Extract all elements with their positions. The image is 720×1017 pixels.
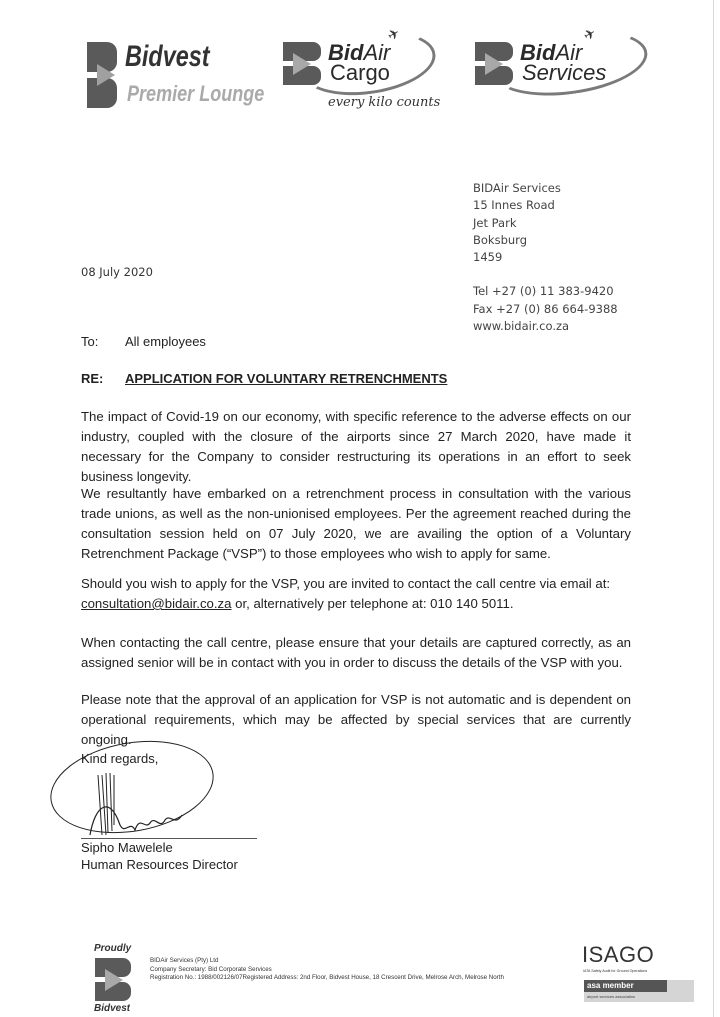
closing: Kind regards, xyxy=(81,751,159,766)
sender-address xyxy=(473,180,618,335)
paragraph-3: Should you wish to apply for the VSP, you are invited to contact the call centre via email at: consultation@bidair.co.za or, alternatively per telephone at: 010 140 5011. xyxy=(81,576,611,611)
logo-text-cargo: Cargo xyxy=(330,60,390,85)
address-line: BIDAir Services xyxy=(473,181,561,195)
airplane-icon: ✈ xyxy=(580,24,599,44)
paragraph-5: Please note that the approval of an application for VSP is not automatic and is dependent on operational requirements, which may be affected by special services that are currently ongoing. xyxy=(81,692,631,747)
footer-secretary: Company Secretary: Bid Corporate Services xyxy=(150,965,272,973)
address-line: 15 Innes Road xyxy=(473,198,555,213)
asa-subtitle: airport services association xyxy=(587,994,636,999)
website-link[interactable]: www.bidair.co.za xyxy=(473,319,570,334)
footer-registration: Registration No.: 1988/002126/07Registered Address: 2nd Floor, Bidvest House, 18 Crescent Drive, Melrose Arch, Melrose North xyxy=(150,974,504,982)
contact-email-link[interactable]: consultation@bidair.co.za xyxy=(81,596,232,611)
telephone: Tel +27 (0) 11 383-9420 xyxy=(473,284,614,299)
logo-text-bidair: BidAir xyxy=(520,40,583,65)
logo-text-premier-lounge: Premier Lounge xyxy=(127,81,265,106)
to-value: All employees xyxy=(125,334,206,349)
signatory-name: Sipho Mawelele xyxy=(81,840,173,855)
signature-line xyxy=(81,838,257,839)
footer-company-info xyxy=(150,957,504,983)
logo-text-services: Services xyxy=(522,60,607,85)
isago-logo: ISAGO xyxy=(582,942,655,967)
paragraph-2: We resultantly have embarked on a retrenchment process in consultation with the various trade unions, as well as the non-unionised employees. Per the agreement reached during the consultation session held on 07 July 2020, we are availing the option of a Voluntary Retrenchment Package (“VSP”) to those employees who wish to apply for same. xyxy=(81,486,631,561)
subject-value: APPLICATION FOR VOLUNTARY RETRENCHMENTS xyxy=(125,371,448,386)
asa-member-badge xyxy=(584,980,694,1002)
letter-date: 08 July 2020 xyxy=(81,265,153,279)
signature-icon xyxy=(50,735,260,855)
signatory-title: Human Resources Director xyxy=(81,857,238,872)
logo-tagline: every kilo counts xyxy=(328,95,441,110)
isago-subtitle: IATA Safety Audit for Ground Operations xyxy=(583,969,648,973)
re-label: RE: xyxy=(81,371,104,386)
paragraph-4: When contacting the call centre, please ensure that your details are captured correctly, as an assigned senior will be in contact with you in order to discuss the details of the VSP with you. xyxy=(81,635,631,670)
subject-line xyxy=(81,371,447,386)
proudly-label: Proudly xyxy=(94,943,132,954)
address-line: Boksburg xyxy=(473,232,527,247)
recipient-line xyxy=(81,334,206,349)
paragraph-1: The impact of Covid-19 on our economy, with specific reference to the adverse effects on our industry, coupled with the closure of the airports since 27 March 2020, have made it necessary for the Company to consider restructuring its operations in an effort to seek business longevity. xyxy=(81,409,631,484)
footer-company: BIDAir Services (Pty) Ltd xyxy=(150,957,219,964)
bidvest-b-icon xyxy=(87,42,123,108)
address-line: 1459 xyxy=(473,250,503,265)
to-label: To: xyxy=(81,334,99,349)
airplane-icon: ✈ xyxy=(384,24,403,44)
asa-label: asa member xyxy=(584,980,667,992)
bidvest-label: Bidvest xyxy=(94,1003,131,1011)
page-edge xyxy=(713,0,714,1017)
logo-text-bidair: BidAir xyxy=(328,40,391,65)
address-line: Jet Park xyxy=(473,215,517,230)
logo-text-bidvest: Bidvest xyxy=(125,40,210,73)
bidvest-b-icon xyxy=(95,958,135,1002)
fax: Fax +27 (0) 86 664-9388 xyxy=(473,301,618,316)
